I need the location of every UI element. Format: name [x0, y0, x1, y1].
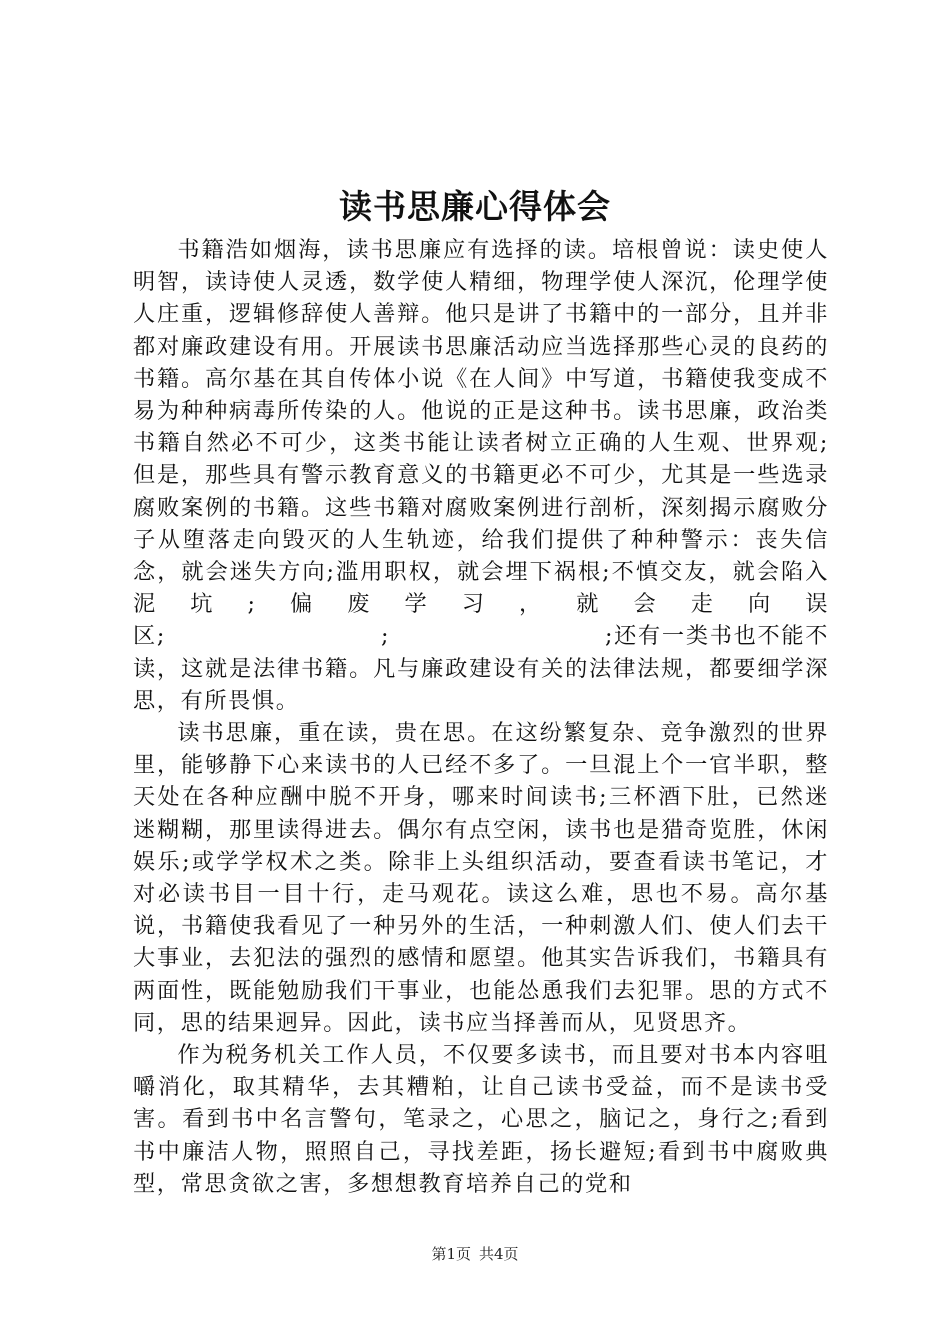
document-title: 读书思廉心得体会	[339, 187, 611, 226]
paragraph: 书籍浩如烟海，读书思廉应有选择的读。培根曾说：读史使人明智，读诗使人灵透，数学使人精细，物理学使人深沉，伦理学使人庄重，逻辑修辞使人善辩。他只是讲了书籍中的一部分，且并非都对廉政建设有用。开展读书思廉活动应当选择那些心灵的良药的书籍。高尔基在其自传体小说《在人间》中写道，书籍使我变成不易为种种病毒所传染的人。他说的正是这种书。读书思廉，政治类书籍自然必不可少，这类书能让读者树立正确的人生观、世界观;但是，那些具有警示教育意义的书籍更必不可少，尤其是一些选录腐败案例的书籍。这些书籍对腐败案例进行剖析，深刻揭示腐败分子从堕落走向毁灭的人生轨迹，给我们提供了种种警示：丧失信念，就会迷失方向;滥用职权，就会埋下祸根;不慎交友，就会陷入泥坑;偏废学习，就会走向误区; ; ;还有一类书也不能不读，这就是法律书籍。凡与廉政建设有关的法律法规，都要细学深思，有所畏惧。	[133, 237, 829, 714]
paragraph: 作为税务机关工作人员，不仅要多读书，而且要对书本内容咀嚼消化，取其精华，去其糟粕，让自己读书受益，而不是读书受害。看到书中名言警句，笔录之，心思之，脑记之，身行之;看到书中廉洁人物，照照自己，寻找差距，扬长避短;看到书中腐败典型，常思贪欲之害，多想想教育培养自己的党和	[133, 1042, 829, 1197]
paragraph: 读书思廉，重在读，贵在思。在这纷繁复杂、竞争激烈的世界里，能够静下心来读书的人已经不多了。一旦混上个一官半职，整天处在各种应酬中脱不开身，哪来时间读书;三杯酒下肚，已然迷迷糊糊，那里读得进去。偶尔有点空闲，读书也是猎奇览胜，休闲娱乐;或学学权术之类。除非上头组织活动，要查看读书笔记，才对必读书目一目十行，走马观花。读这么难，思也不易。高尔基说，书籍使我看见了一种另外的生活，一种刺激人们、使人们去干大事业，去犯法的强烈的感情和愿望。他其实告诉我们，书籍具有两面性，既能勉励我们干事业，也能怂恿我们去犯罪。思的方式不同，思的结果迥异。因此，读书应当择善而从，见贤思齐。	[133, 720, 829, 1036]
document-body	[133, 234, 829, 1200]
page-footer	[0, 1242, 950, 1266]
page-total: 共4页	[479, 1245, 519, 1263]
page-number: 第1页	[431, 1245, 471, 1263]
